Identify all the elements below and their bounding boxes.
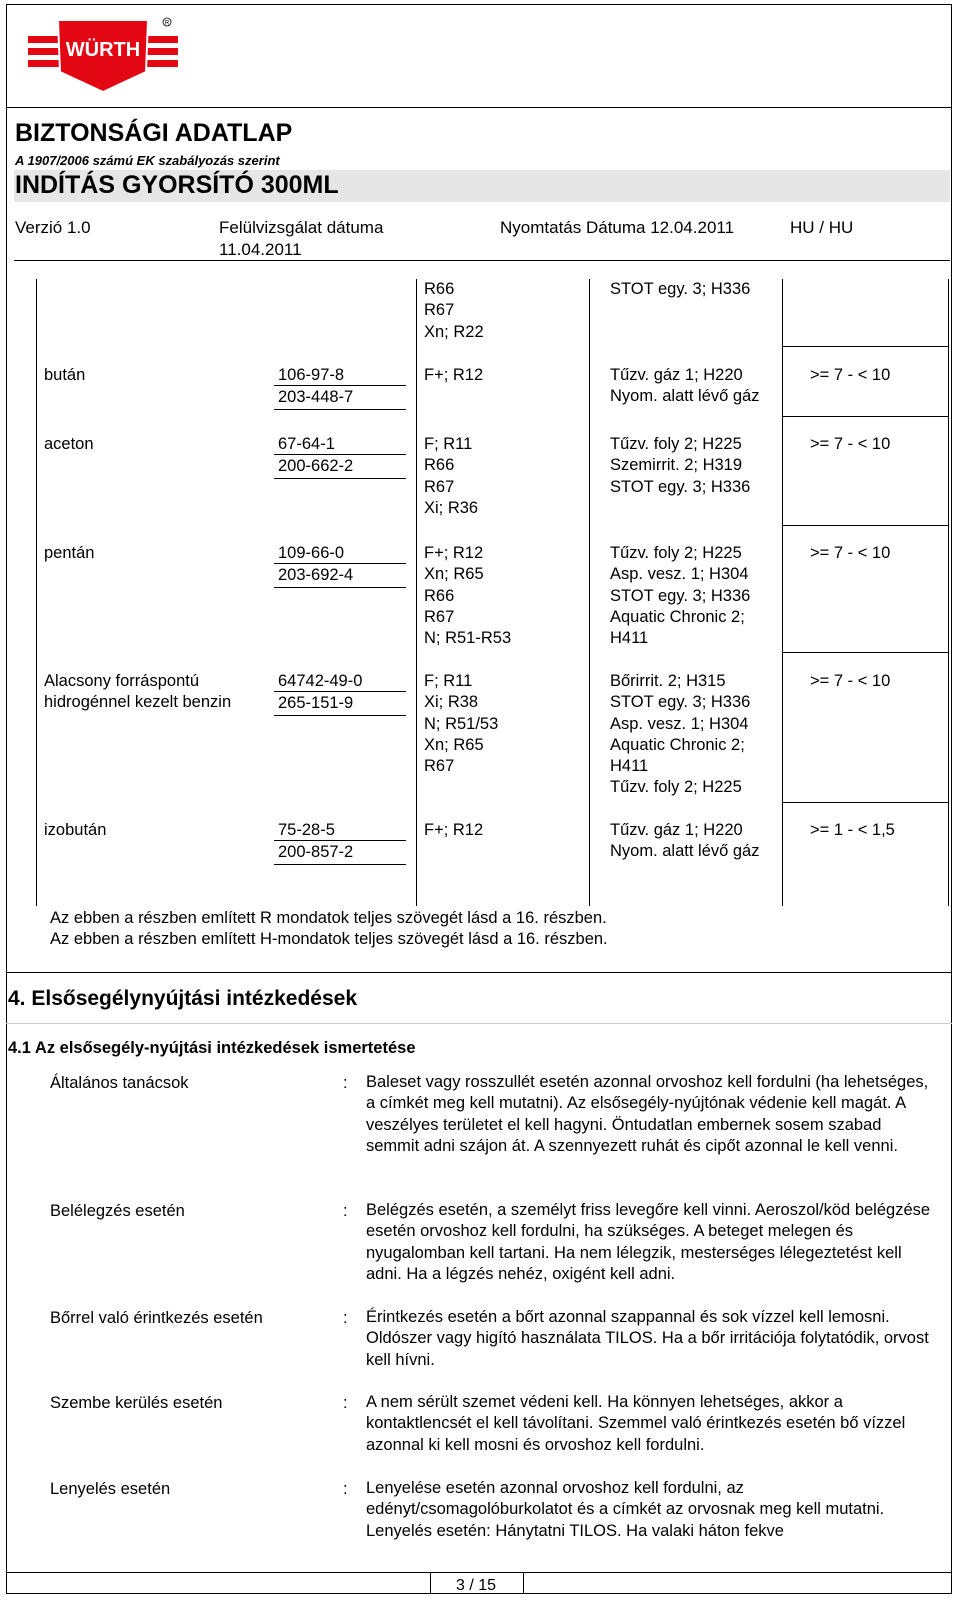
row1-cas: 106-97-8 bbox=[278, 366, 345, 384]
fa-label-ingestion: Lenyelés esetén bbox=[50, 1480, 171, 1498]
row1-h-phrases: Tűzv. gáz 1; H220 Nyom. alatt lévő gáz bbox=[610, 366, 760, 406]
row3-concentration: >= 7 - < 10 bbox=[810, 544, 891, 562]
row4-r-phrases: F; R11 Xi; R38 N; R51/53 Xn; R65 R67 bbox=[424, 672, 499, 776]
row3-ec: 203-692-4 bbox=[278, 566, 354, 584]
document-subtitle: A 1907/2006 számú EK szabályozás szerint bbox=[15, 153, 280, 168]
fa-colon: : bbox=[343, 1480, 348, 1498]
row0-h-phrases: STOT egy. 3; H336 bbox=[610, 280, 751, 298]
row5-cas: 75-28-5 bbox=[278, 821, 335, 839]
row1-name: bután bbox=[44, 366, 86, 384]
product-name: INDÍTÁS GYORSÍTÓ 300ML bbox=[15, 171, 339, 199]
row1-ec: 203-448-7 bbox=[278, 388, 354, 406]
row3-cas: 109-66-0 bbox=[278, 544, 345, 562]
row3-h-phrases: Tűzv. foly 2; H225 Asp. vesz. 1; H304 STOT egy. 3; H336 Aquatic Chronic 2; H411 bbox=[610, 544, 751, 648]
document-title: BIZTONSÁGI ADATLAP bbox=[15, 119, 293, 147]
h-phrases-note: Az ebben a részben említett H-mondatok teljes szövegét lásd a 16. részben. bbox=[50, 930, 608, 948]
row5-name: izobután bbox=[44, 821, 107, 839]
fa-colon: : bbox=[343, 1074, 348, 1092]
row3-r-phrases: F+; R12 Xn; R65 R66 R67 N; R51-R53 bbox=[424, 544, 512, 648]
fa-text-eye: A nem sérült szemet védeni kell. Ha könnyen lehetséges, akkor a kontaktlencsét el kell távolítani. Szemmel való érintkezés esetén bő vízzel azonnal ki kell mosni és orvoshoz kell fordulni. bbox=[366, 1393, 906, 1454]
row4-name: Alacsony forráspontú hidrogénnel kezelt benzin bbox=[44, 672, 232, 712]
row2-h-phrases: Tűzv. foly 2; H225 Szemirrit. 2; H319 STOT egy. 3; H336 bbox=[610, 435, 751, 496]
row2-r-phrases: F; R11 R66 R67 Xi; R36 bbox=[424, 435, 479, 517]
header-divider bbox=[6, 107, 952, 108]
fa-colon: : bbox=[343, 1394, 348, 1412]
section-divider bbox=[6, 972, 952, 973]
revision-label: Felülvizsgálat dátuma bbox=[219, 218, 384, 237]
revision-date: 11.04.2011 bbox=[219, 240, 302, 259]
logo-text: WÜRTH bbox=[65, 39, 141, 61]
fa-label-eye: Szembe kerülés esetén bbox=[50, 1394, 223, 1412]
print-date: Nyomtatás Dátuma 12.04.2011 bbox=[500, 218, 735, 237]
row1-concentration: >= 7 - < 10 bbox=[810, 366, 891, 384]
r-phrases-note: Az ebben a részben említett R mondatok teljes szövegét lásd a 16. részben. bbox=[50, 909, 607, 927]
section4-title: 4. Elsősegélynyújtási intézkedések bbox=[8, 987, 358, 1010]
svg-text:R: R bbox=[164, 20, 170, 27]
fa-label-inhalation: Belélegzés esetén bbox=[50, 1202, 185, 1220]
version: Verzió 1.0 bbox=[15, 218, 91, 237]
row0-r-phrases: R66 R67 Xn; R22 bbox=[424, 280, 484, 341]
wurth-logo bbox=[28, 16, 178, 96]
page-number: 3 / 15 bbox=[455, 1577, 497, 1594]
locale: HU / HU bbox=[790, 218, 854, 237]
row2-concentration: >= 7 - < 10 bbox=[810, 435, 891, 453]
components-table bbox=[36, 279, 950, 906]
row3-name: pentán bbox=[44, 544, 95, 562]
fa-text-general: Baleset vagy rosszullét esetén azonnal orvoshoz kell fordulni (ha lehetséges, a címkét meg kell mutatni). Az elsősegély-nyújtónak védenie kell magát. A veszélyes területet el kell hagyni. Öntudatlan embernek sosem szabad semmit adni szájon át. A szennyezett ruhát és cipőt azonnal le kell venni. bbox=[366, 1073, 929, 1155]
row5-h-phrases: Tűzv. gáz 1; H220 Nyom. alatt lévő gáz bbox=[610, 821, 760, 861]
fa-label-general: Általános tanácsok bbox=[50, 1074, 189, 1092]
row5-ec: 200-857-2 bbox=[278, 843, 354, 861]
fa-text-skin: Érintkezés esetén a bőrt azonnal szappannal és sok vízzel kell lemosni. Oldószer vagy higító használata TILOS. Ha a bőr irritációja folytatódik, orvost kell hívni. bbox=[366, 1308, 929, 1369]
row2-name: aceton bbox=[44, 435, 94, 453]
meta-divider bbox=[14, 260, 950, 261]
section4-1-title: 4.1 Az elsősegély-nyújtási intézkedések ismertetése bbox=[8, 1039, 416, 1057]
fa-colon: : bbox=[343, 1202, 348, 1220]
row5-concentration: >= 1 - < 1,5 bbox=[810, 821, 895, 839]
row5-r-phrases: F+; R12 bbox=[424, 821, 484, 839]
row4-ec: 265-151-9 bbox=[278, 694, 354, 712]
fa-colon: : bbox=[343, 1309, 348, 1327]
row4-h-phrases: Bőrirrit. 2; H315 STOT egy. 3; H336 Asp. vesz. 1; H304 Aquatic Chronic 2; H411 Tűzv. foly 2; H225 bbox=[610, 672, 751, 797]
row4-cas: 64742-49-0 bbox=[278, 672, 363, 690]
row2-cas: 67-64-1 bbox=[278, 435, 335, 453]
row1-r-phrases: F+; R12 bbox=[424, 366, 484, 384]
section-subdivider bbox=[6, 1023, 952, 1024]
row2-ec: 200-662-2 bbox=[278, 457, 354, 475]
fa-text-ingestion: Lenyelése esetén azonnal orvoshoz kell fordulni, az edényt/csomagolóburkolatot és a címkét az orvosnak meg kell mutatni. Lenyelés esetén: Hánytatni TILOS. Ha valaki háton fekve bbox=[366, 1479, 885, 1540]
fa-label-skin: Bőrrel való érintkezés esetén bbox=[50, 1309, 263, 1327]
row4-concentration: >= 7 - < 10 bbox=[810, 672, 891, 690]
fa-text-inhalation: Belégzés esetén, a személyt friss levegőre kell vinni. Aeroszol/köd belégzése esetén orvoshoz kell fordulni, ha szükséges. A beteget melegen és nyugalomban kell tartani. Ha nem lélegzik, mesterséges lélegeztetést kell adni. Ha a légzés nehéz, oxigént kell adni. bbox=[366, 1201, 931, 1283]
